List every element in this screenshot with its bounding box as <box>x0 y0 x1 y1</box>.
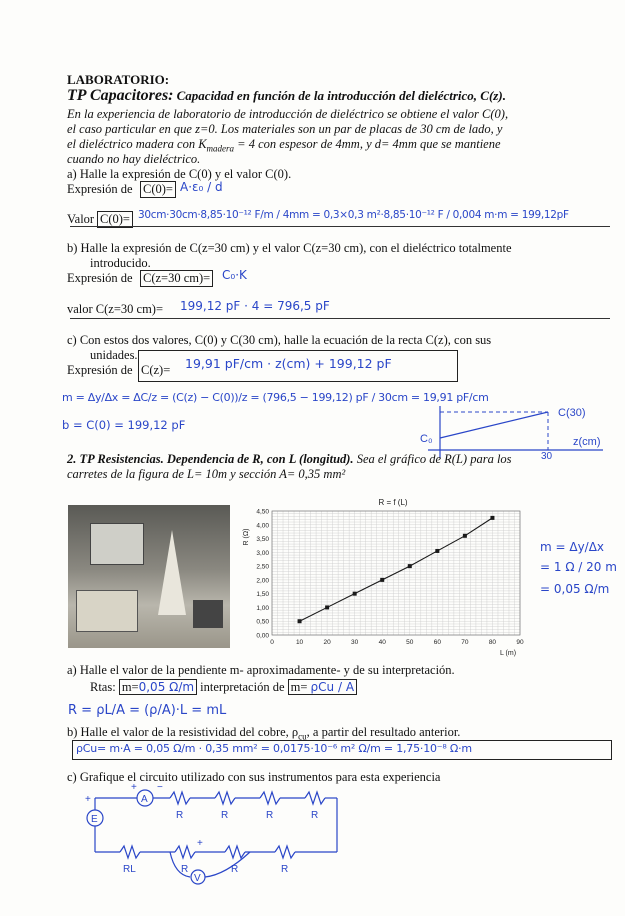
x-tick-label: 10 <box>295 639 304 646</box>
chart-xlabel: L (m) <box>499 650 517 657</box>
interp-handwriting: ρCu / A <box>310 680 355 694</box>
r-label-7: R <box>281 864 289 875</box>
side-slope-2: = 1 Ω / 20 m <box>540 560 617 574</box>
sketch-label-c30: C(30) <box>558 407 586 419</box>
rl-label: RL <box>123 864 136 875</box>
tp2-q-b-text: b) Halle el valor de la resistividad del cobre, ρ <box>67 725 299 739</box>
tp1-question-c-1: c) Con estos dos valores, C(0) y C(30 cm), halle la ecuación de la recta C(z), con sus <box>67 333 492 347</box>
x-tick-label: 50 <box>406 639 414 646</box>
c0-value-box: C(0)= <box>97 211 133 228</box>
source-label: E <box>91 814 98 825</box>
voltmeter-label: V <box>194 873 201 884</box>
cz-sketch <box>398 398 623 460</box>
x-tick-label: 20 <box>323 639 331 646</box>
data-point <box>463 534 467 538</box>
r-label-1: R <box>176 810 184 821</box>
tp2-question-c: c) Grafique el circuito utilizado con sus instrumentos para esta experiencia <box>67 770 441 784</box>
data-point <box>325 605 329 609</box>
tp1-heading <box>67 88 506 104</box>
tp2-q-b-sub: cu <box>298 731 307 742</box>
m-box <box>119 679 197 695</box>
resistor-5 <box>120 846 140 858</box>
data-point <box>298 619 302 623</box>
tp1-intro-2: el caso particular en que z=0. Los materiales son un par de placas de 30 cm de lado, y <box>67 122 503 136</box>
y-tick-label: 2,00 <box>256 577 269 585</box>
resistor-6 <box>175 846 195 858</box>
sketch-label-z: z(cm) <box>573 436 601 448</box>
sketch-label-c0: C₀ <box>420 433 433 445</box>
resistor-8 <box>275 846 295 858</box>
cz-expr-handwriting: 19,91 pF/cm · z(cm) + 199,12 pF <box>185 356 392 371</box>
tp2-q-b-end: , a partir del resultado anterior. <box>306 725 461 739</box>
c0-value-handwriting: 30cm·30cm·8,85·10⁻¹² F/m / 4mm = 0,3×0,3 m²·8,85·10⁻¹² F / 0,004 m·m = 199,12pF <box>138 209 569 221</box>
y-tick-label: 2,50 <box>256 563 269 571</box>
expr-label-c0: Expresión de <box>67 182 133 196</box>
tp2-answer-row <box>90 680 357 695</box>
tp1-intro-4: cuando no hay dieléctrico. <box>67 152 201 166</box>
data-point <box>408 564 412 568</box>
c0-expr-box: C(0)= <box>140 181 176 198</box>
x-tick-label: 80 <box>488 639 497 646</box>
tp1-subtitle: Capacidad en función de la introducción del dieléctrico, C(z). <box>176 88 506 103</box>
data-point <box>490 516 494 520</box>
c0-expr-handwriting: A·ε₀ / d <box>180 180 223 194</box>
side-slope-1: m = Δy/Δx <box>540 540 605 554</box>
coil-rack <box>76 590 138 632</box>
chart-xticks <box>270 639 524 646</box>
tp1-question-b-2: introducido. <box>90 256 151 270</box>
r-label-6: R <box>231 864 239 875</box>
y-tick-label: 3,50 <box>256 536 269 544</box>
y-tick-label: 3,00 <box>256 549 269 557</box>
chart-yticks <box>256 509 269 640</box>
y-tick-label: 0,00 <box>256 632 269 640</box>
x-tick-label: 90 <box>516 639 524 646</box>
cz30-expr-handwriting: C₀·K <box>222 268 247 282</box>
y-tick-label: 1,50 <box>256 591 269 599</box>
y-tick-label: 0,50 <box>256 618 269 626</box>
x-tick-label: 60 <box>433 639 441 646</box>
r-label-4: R <box>311 810 319 821</box>
tp2-intro-1: Sea el gráfico de R(L) para los <box>353 452 512 466</box>
data-point <box>435 549 439 553</box>
tp1-question-a: a) Halle la expresión de C(0) y el valor C(0). <box>67 167 292 181</box>
chart-ylabel: R (Ω) <box>243 528 250 546</box>
tp2-title: 2. TP Resistencias. Dependencia de R, con L (longitud). <box>67 452 354 466</box>
data-point <box>380 578 384 582</box>
rho-answer-row <box>76 742 472 755</box>
meter <box>193 600 223 628</box>
resistance-chart <box>238 495 528 660</box>
tp1-intro-3-sub: madera <box>206 143 235 154</box>
voltmeter-wire-right <box>205 852 250 877</box>
tp1-question-b-1: b) Halle la expresión de C(z=30 cm) y el valor C(z=30 cm), con el dieléctrico totalmente <box>67 241 512 255</box>
valor-label-c0: Valor <box>67 212 95 226</box>
tp1-intro-3-text: el dieléctrico madera con K <box>67 137 207 151</box>
r-label-5: R <box>181 864 189 875</box>
resistor-2 <box>215 792 235 804</box>
sketch-label-30: 30 <box>541 451 553 460</box>
ammeter-plus: + <box>131 782 137 793</box>
underline-cz30 <box>70 318 610 319</box>
tp1-question-c-2: unidades. <box>90 348 138 362</box>
expr-label-cz30: Expresión de <box>67 271 133 285</box>
interp-box-label: m= <box>290 680 308 694</box>
resistor-1 <box>170 792 190 804</box>
voltmeter-plus: + <box>197 838 203 849</box>
y-tick-label: 1,00 <box>256 604 269 612</box>
tp2-heading <box>67 452 512 467</box>
cz30-value-handwriting: 199,12 pF · 4 = 796,5 pF <box>180 299 330 313</box>
chart-title: R = f (L) <box>378 498 408 507</box>
data-point <box>353 592 357 596</box>
interp-label: interpretación de <box>200 680 285 694</box>
r-label-2: R <box>221 810 229 821</box>
interp-box <box>288 679 357 695</box>
tp1-title: TP Capacitores: <box>67 87 174 104</box>
x-tick-label: 30 <box>351 639 359 646</box>
intercept-handwriting: b = C(0) = 199,12 pF <box>62 418 186 432</box>
ammeter-label: A <box>141 794 148 805</box>
setup-photo <box>68 505 230 648</box>
x-tick-label: 0 <box>270 639 274 646</box>
cz-box-label: C(z)= <box>141 363 171 377</box>
resistor-3 <box>260 792 280 804</box>
cz30-expr-box: C(z=30 cm)= <box>140 270 213 287</box>
m-handwriting: 0,05 Ω/m <box>138 680 195 694</box>
rho-box-label: ρCu= <box>76 742 107 755</box>
r-equation-handwriting: R = ρL/A = (ρ/A)·L = mL <box>68 703 227 718</box>
expr-label-cz: Expresión de <box>67 363 133 377</box>
tp1-intro-1: En la experiencia de laboratorio de introducción de dieléctrico se obtiene el valor C(0), <box>67 107 509 121</box>
tp2-question-a: a) Halle el valor de la pendiente m- aproximadamente- y de su interpretación. <box>67 663 455 677</box>
x-tick-label: 40 <box>378 639 386 646</box>
underline-c0 <box>70 226 610 227</box>
instrument-box <box>90 523 144 565</box>
r-label-3: R <box>266 810 274 821</box>
source-plus: + <box>85 794 91 805</box>
x-tick-label: 70 <box>461 639 469 646</box>
cz30-value-label: valor C(z=30 cm)= <box>67 302 164 316</box>
side-slope-3: = 0,05 Ω/m <box>540 582 610 596</box>
resistor-4 <box>305 792 325 804</box>
tp1-intro-3-end: = 4 con espesor de 4mm, y d= 4mm que se mantiene <box>234 137 501 151</box>
rho-handwriting: m·A = 0,05 Ω/m · 0,35 mm² = 0,0175·10⁻⁶ m² Ω/m = 1,75·10⁻⁸ Ω·m <box>109 742 472 755</box>
ammeter-minus: − <box>157 782 163 793</box>
circuit-diagram <box>75 780 375 890</box>
y-tick-label: 4,00 <box>256 522 269 530</box>
slope-calc-handwriting: m = Δy/Δx = ΔC/z = (C(z) − C(0))/z = (796,5 − 199,12) pF / 30cm = 19,91 pF/cm <box>62 391 489 404</box>
y-tick-label: 4,50 <box>256 508 269 516</box>
tp2-intro-2: carretes de la figura de L= 10m y sección A= 0,35 mm² <box>67 467 346 481</box>
m-box-label: m= <box>121 680 139 694</box>
lab-title: LABORATORIO: <box>67 72 170 87</box>
resistor-7 <box>225 846 245 858</box>
coil-cone <box>158 530 186 615</box>
rtas-label: Rtas: <box>90 680 116 694</box>
